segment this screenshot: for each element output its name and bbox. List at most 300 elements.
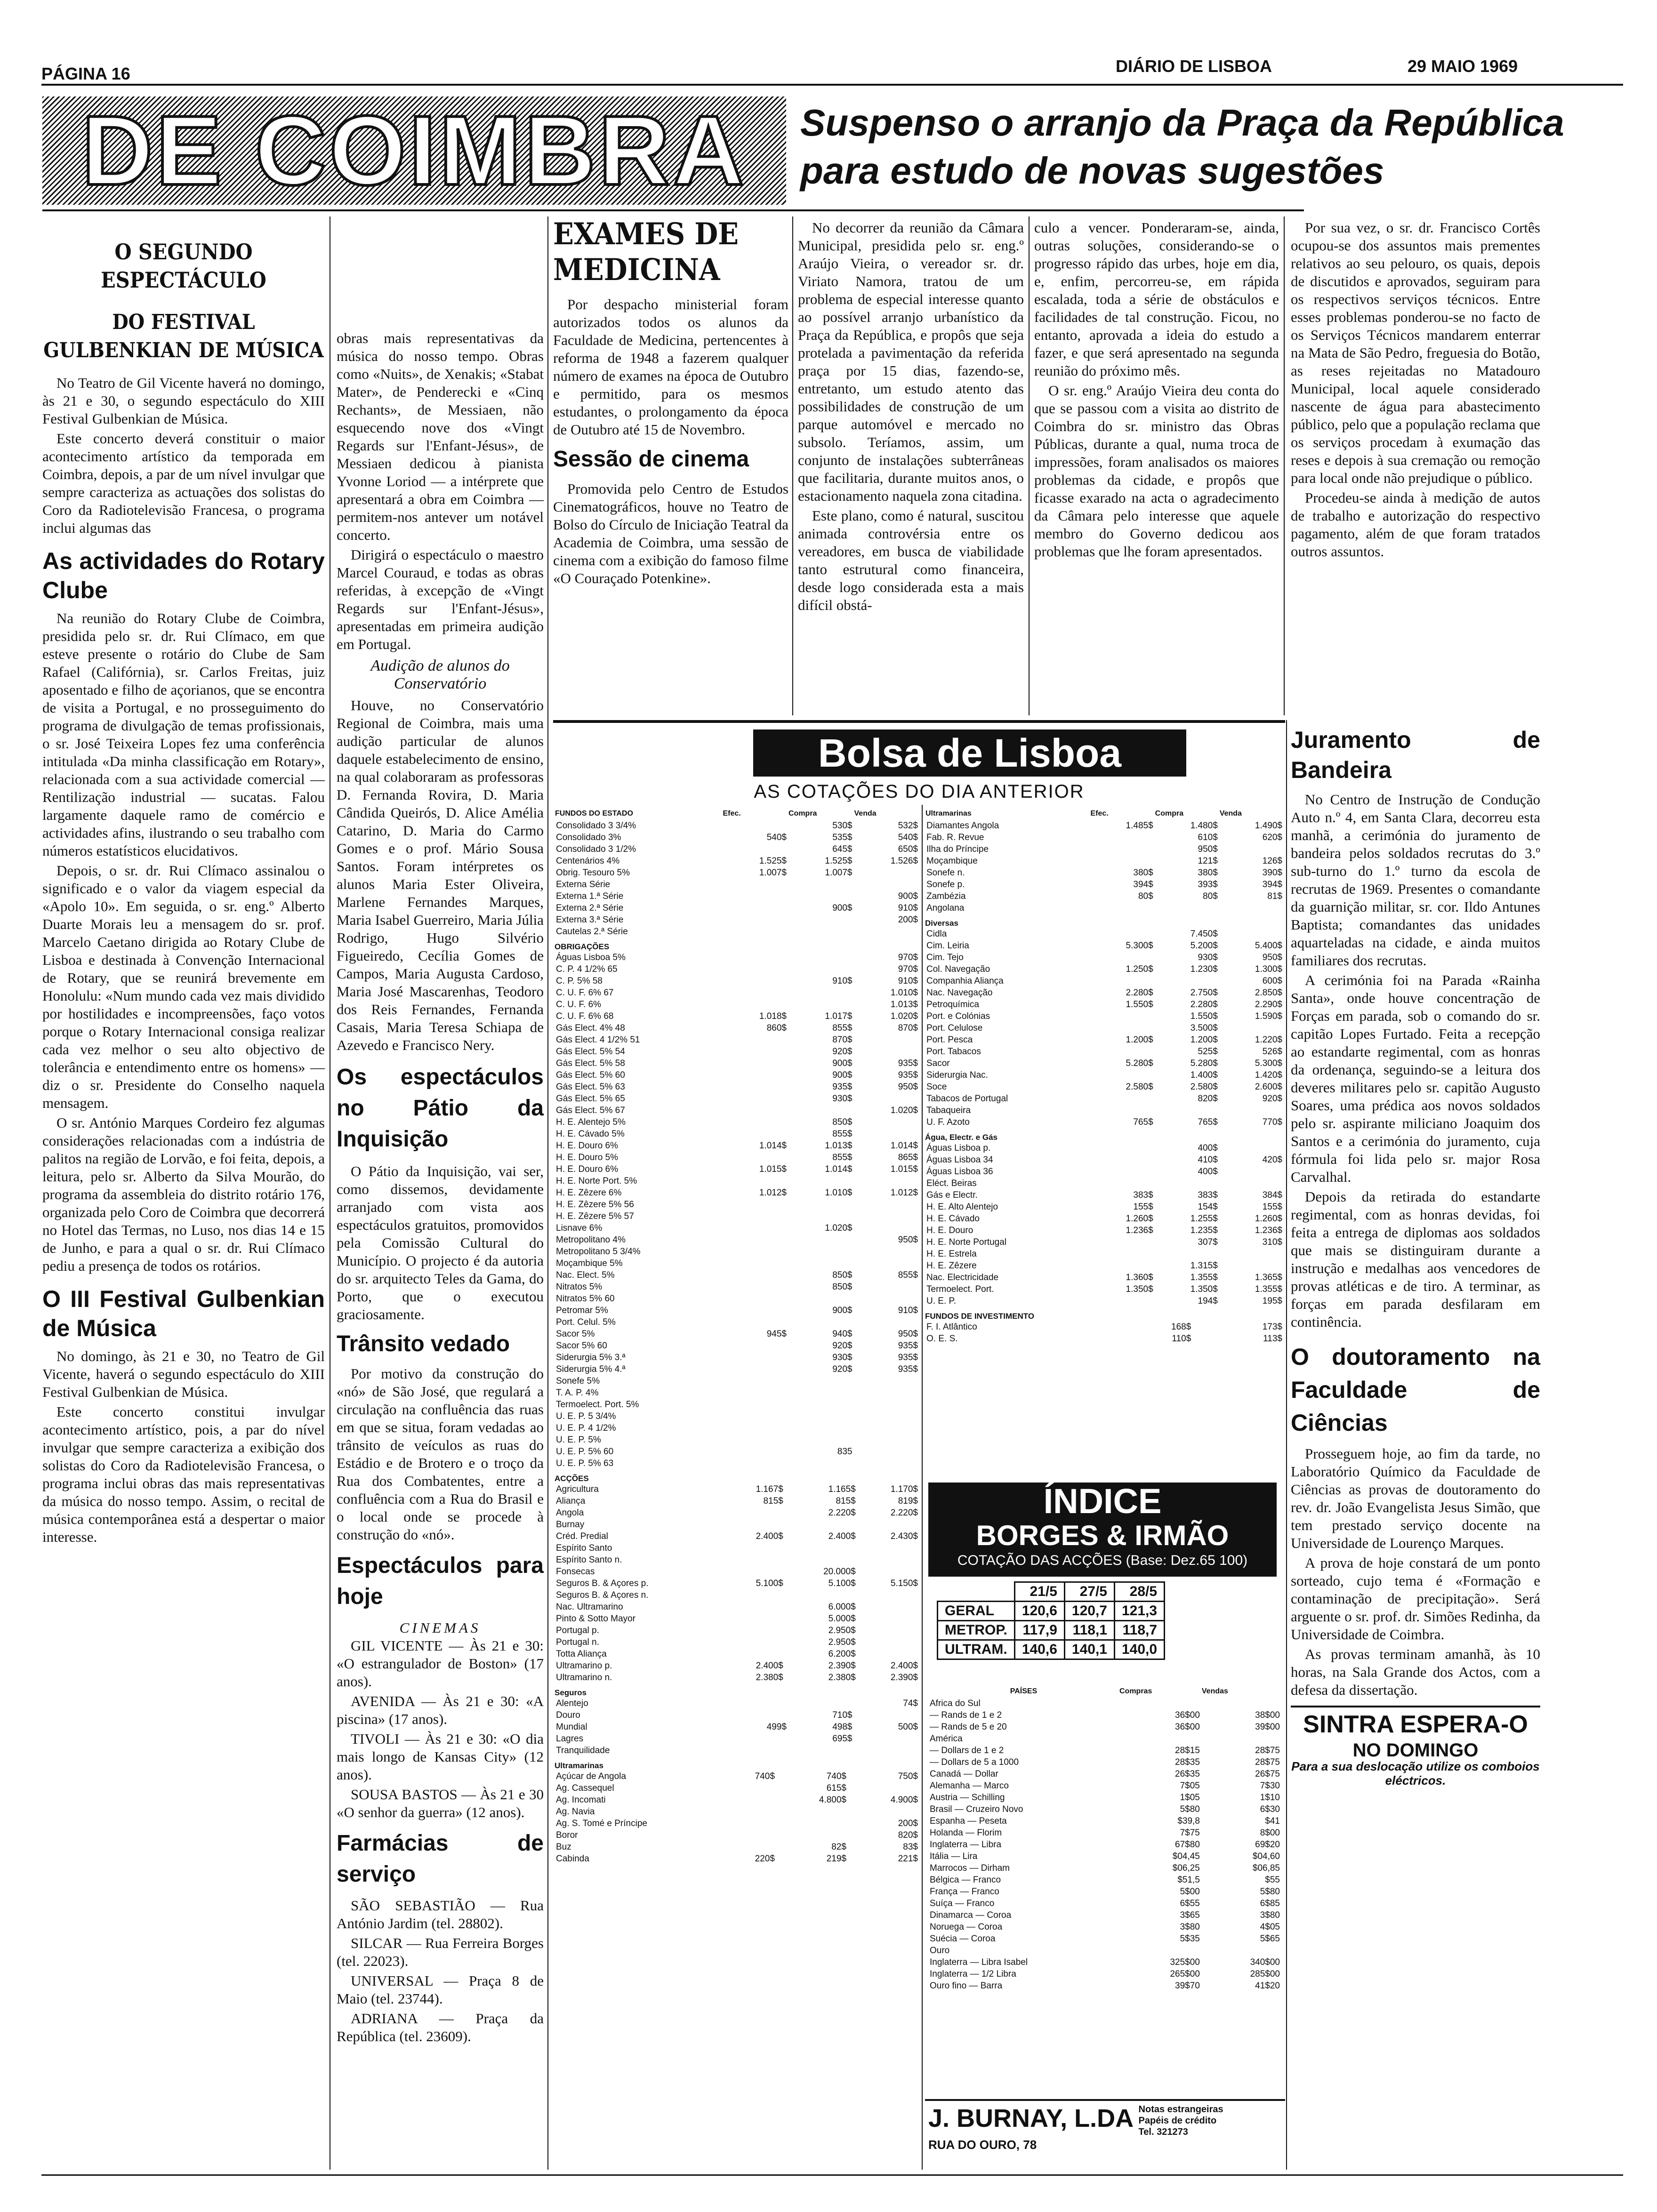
table-row xyxy=(555,1387,919,1399)
table-cell xyxy=(785,1519,857,1531)
table-cell xyxy=(723,1507,785,1519)
table-cell: Nitratos 5% xyxy=(556,1282,603,1292)
table-cell xyxy=(857,1542,919,1554)
table-cell xyxy=(854,1034,920,1046)
table-cell: Siderurgia 5% 3.ª xyxy=(556,1353,626,1362)
table-cell: 750$ xyxy=(898,1771,918,1781)
table-cell: 970$ xyxy=(898,953,918,962)
table-cell: 20.000$ xyxy=(823,1567,856,1577)
table-cell xyxy=(723,1305,788,1316)
table-row xyxy=(555,1578,919,1589)
table-cell: Siderurgia Nac. xyxy=(926,1070,988,1080)
burnay-taglines xyxy=(1139,2104,1223,2138)
table-cell: C. U. F. 6% 67 xyxy=(556,988,614,998)
paragraph: O sr. eng.º Araújo Vieira deu conta do que se passou com a visita ao distrito de Coimbra do sr. ministro das Obras Públicas, durante a qual, numa troca de impressões, foram analisados os maiores problemas da cidade, e propôs que ficasse exarado na acta o agradecimento da Câmara pelo interesse que aquele membro do Governo dedicou aos problemas que lhe foram apresentados. xyxy=(1034,382,1279,560)
table-cell xyxy=(788,1422,854,1434)
col-venda: Venda xyxy=(854,809,877,817)
table-cell: 28$75 xyxy=(1255,1757,1280,1767)
table-cell: 870$ xyxy=(832,1035,853,1045)
table-row xyxy=(555,1293,919,1305)
agua-heading: Água, Electr. e Gás xyxy=(925,1133,998,1142)
table-row xyxy=(555,902,919,914)
table-row xyxy=(555,1175,919,1187)
table-row xyxy=(928,1827,1281,1839)
table-cell: 28$35 xyxy=(1175,1757,1200,1767)
table-cell: Gás Elect. 5% 58 xyxy=(556,1058,625,1068)
table-cell: 6.200$ xyxy=(828,1649,856,1659)
column-divider xyxy=(547,216,548,2170)
table-cell xyxy=(723,1316,788,1328)
col-paises: PAÍSES xyxy=(1010,1687,1038,1695)
main-article-col-1 xyxy=(798,219,1024,616)
table-cell xyxy=(723,1745,788,1756)
table-cell: $39,8 xyxy=(1177,1816,1200,1826)
table-cell: 5$80 xyxy=(1180,1804,1200,1814)
table-row xyxy=(555,1589,919,1601)
table-cell: Nac. Electricidade xyxy=(926,1273,999,1282)
table-row xyxy=(925,902,1284,914)
bolsa-subtitle: AS COTAÇÕES DO DIA ANTERIOR xyxy=(754,781,1085,802)
table-cell: 5.100$ xyxy=(756,1579,783,1588)
table-cell xyxy=(788,1411,854,1422)
obrigacoes-table xyxy=(555,952,919,1469)
table-cell xyxy=(723,1152,788,1163)
cambios-section xyxy=(928,1685,1281,1992)
bolsa-right-table xyxy=(925,807,1284,1345)
article-heading-espectaculos: Espectáculos para hoje xyxy=(337,1553,544,1609)
table-row xyxy=(555,1093,919,1105)
paragraph: Este concerto deverá constituir o maior acontecimento artístico da temporada em Coimbra, depois, a par de um nível invulgar que sempre caracteriza as actuações dos solistas do Coro da Radiotelevisão Francesa, o programa inclui algumas das xyxy=(42,430,325,536)
table-cell xyxy=(723,1387,788,1399)
table-row xyxy=(925,1142,1284,1154)
table-cell: 650$ xyxy=(898,844,918,854)
paragraph: Depois da retirada do estandarte regimental, com as honras devidas, foi feita a entrega de diplomas aos soldados que mais se distinguiram durante a instrução e medalhas aos vencedores de provas atléticas e de tiro. A terminar, as forças em parada desfilaram em continência. xyxy=(1291,1188,1540,1330)
table-cell: 2.580$ xyxy=(1126,1082,1153,1092)
table-cell xyxy=(1090,855,1155,867)
table-cell: GERAL xyxy=(938,1602,1015,1621)
table-cell xyxy=(723,1399,788,1411)
table-row xyxy=(925,1201,1284,1213)
paragraph: Por motivo da construção do «nó» de São José, que regulará a circulação na confluência das ruas em que se situa, foram vedadas ao trânsito de veículos as ruas do Estádio e de Brotero e o troço da Rua dos Combatentes, entre a confluência com a Rua do Brasil e o local onde se procede à construção do «nó». xyxy=(337,1365,544,1543)
table-row xyxy=(555,963,919,975)
table-cell: 3.500$ xyxy=(1190,1023,1218,1033)
paragraph: No domingo, às 21 e 30, no Teatro de Gil Vicente, haverá o segundo espectáculo do XIII Festival Gulbenkian de Música. xyxy=(42,1348,325,1400)
table-cell: 1.525$ xyxy=(825,856,853,866)
article-heading-iii-festival: O III Festival Gulbenkian de Música xyxy=(42,1286,325,1341)
table-cell xyxy=(723,1340,788,1352)
table-cell: Nac. Navegação xyxy=(926,988,993,998)
table-cell: 1.250$ xyxy=(1126,964,1153,974)
table-row xyxy=(925,879,1284,890)
table-cell xyxy=(1090,1260,1155,1272)
table-cell xyxy=(1090,1178,1155,1189)
table-cell: Espírito Santo n. xyxy=(556,1555,622,1565)
pharmacy-listing: SILCAR — Rua Ferreira Borges (tel. 22023). xyxy=(337,1935,544,1969)
table-cell xyxy=(854,1093,920,1105)
table-cell xyxy=(723,1411,788,1422)
table-cell: H. E. Alentejo 5% xyxy=(556,1117,626,1127)
table-cell: 5$80 xyxy=(1260,1887,1280,1897)
column-divider xyxy=(1284,216,1285,715)
table-cell: Cabinda xyxy=(556,1854,589,1864)
table-cell: 41$20 xyxy=(1255,1981,1280,1991)
table-cell xyxy=(1155,1178,1219,1189)
table-cell: 5$00 xyxy=(1180,1887,1200,1897)
table-cell: 620$ xyxy=(1262,833,1282,842)
table-cell xyxy=(854,1293,920,1305)
table-cell: 920$ xyxy=(1262,1094,1282,1104)
burnay-tagline: Notas estrangeiras xyxy=(1138,2104,1223,2115)
table-cell: 5.200$ xyxy=(1190,941,1218,951)
table-cell: Africa do Sul xyxy=(930,1699,981,1708)
table-row xyxy=(555,1199,919,1210)
table-cell xyxy=(788,890,854,902)
table-cell xyxy=(854,926,920,938)
table-cell: 1.420$ xyxy=(1255,1070,1282,1080)
table-cell: 74$ xyxy=(903,1699,918,1708)
table-row xyxy=(925,1295,1284,1307)
table-row xyxy=(555,1794,919,1806)
table-cell: 173$ xyxy=(1262,1322,1282,1332)
table-cell: 920$ xyxy=(832,1047,853,1057)
table-cell: Nac. Elect. 5% xyxy=(556,1270,615,1280)
paragraph: As provas terminam amanhã, às 10 horas, na Sala Grande dos Actos, com a defesa da dissertação. xyxy=(1291,1646,1540,1698)
table-row xyxy=(555,843,919,855)
paragraph: No decorrer da reunião da Câmara Municipal, presidida pelo sr. eng.º Araújo Vieira, o vereador sr. dr. Viriato Namora, tratou de um problema de especial interesse quanto ao possível arranjo urbanístico da Praça da República, e propôs que seja protelada a pavimentação da referida praça por 15 dias, fazendo-se, entretanto, um estudo atento das possibilidades de construção de um parque automóvel e mercado no subsolo. Teríamos, assim, um conjunto de instalações subterrâneas que facilitaria, durante muitos anos, o estacionamento naquela zona citadina. xyxy=(798,219,1024,504)
table-row xyxy=(555,1422,919,1434)
table-cell: 6$85 xyxy=(1260,1899,1280,1908)
indice-box xyxy=(928,1483,1277,1577)
table-row xyxy=(555,1853,919,1865)
main-article-col-3 xyxy=(1291,219,1540,562)
table-cell: Ag. Cassequel xyxy=(556,1783,614,1793)
table-row xyxy=(925,1105,1284,1116)
table-cell: 855$ xyxy=(898,1270,918,1280)
table-cell xyxy=(788,1199,854,1210)
table-cell: Externa Série xyxy=(556,880,611,890)
table-cell: 1.526$ xyxy=(890,856,918,866)
table-cell: 265$00 xyxy=(1170,1969,1200,1979)
table-cell: 420$ xyxy=(1262,1155,1282,1165)
table-row xyxy=(555,1058,919,1069)
table-cell: 1.525$ xyxy=(759,856,787,866)
table-cell: $51,5 xyxy=(1177,1875,1200,1885)
table-row xyxy=(925,1069,1284,1081)
obrigacoes-heading: OBRIGAÇÕES xyxy=(555,942,610,951)
table-cell: 39$00 xyxy=(1255,1722,1280,1732)
table-cell: $06,25 xyxy=(1172,1863,1200,1873)
table-cell: Externa 3.ª Série xyxy=(556,915,624,925)
table-row xyxy=(555,1625,919,1636)
table-cell: 21/5 xyxy=(1014,1582,1064,1602)
table-cell: 340$00 xyxy=(1250,1957,1280,1967)
table-cell: 1.020$ xyxy=(890,1106,918,1115)
article-heading-juramento: Juramento de Bandeira xyxy=(1291,727,1540,783)
table-cell: Cautelas 2.ª Série xyxy=(556,927,628,937)
table-cell: Boror xyxy=(556,1830,578,1840)
table-row xyxy=(925,1189,1284,1201)
table-cell: Cidla xyxy=(926,929,947,939)
table-cell: Ouro fino — Barra xyxy=(930,1981,1003,1991)
table-row xyxy=(555,1721,919,1733)
table-row xyxy=(925,1093,1284,1105)
table-cell: 2.280$ xyxy=(1190,1000,1218,1010)
table-cell: 870$ xyxy=(898,1023,918,1033)
table-cell: 1.015$ xyxy=(890,1164,918,1174)
table-cell: 4.900$ xyxy=(890,1795,918,1805)
column-divider xyxy=(1029,216,1030,715)
table-cell xyxy=(788,1375,854,1387)
table-cell: 6$30 xyxy=(1260,1804,1280,1814)
pharmacy-listing: ADRIANA — Praça da República (tel. 23609). xyxy=(337,2010,544,2044)
table-cell: 498$ xyxy=(832,1722,853,1732)
table-cell: 2.430$ xyxy=(890,1531,918,1541)
table-cell xyxy=(854,1434,920,1446)
table-cell: H. E. Douro 6% xyxy=(556,1164,618,1174)
table-cell: 6$55 xyxy=(1180,1899,1200,1908)
table-cell: 36$00 xyxy=(1175,1722,1200,1732)
bolsa-left-table xyxy=(555,807,919,1865)
bolsa-top-rule xyxy=(553,720,1285,723)
table-cell xyxy=(854,1422,920,1434)
table-row xyxy=(928,1968,1281,1980)
table-cell: U. E. P. 4 1/2% xyxy=(556,1423,616,1433)
table-row xyxy=(555,1566,919,1578)
table-cell: América xyxy=(930,1734,963,1744)
table-cell: 168$ xyxy=(1171,1322,1191,1332)
table-cell xyxy=(723,1058,788,1069)
table-cell xyxy=(776,1818,848,1829)
table-cell xyxy=(1155,975,1219,987)
paragraph: Dirigirá o espectáculo o maestro Marcel Couraud, e todas as obras referidas, à excepção de «Vingt Regards sur l'Enfant-Jésus», apresentadas em primeira audição em Portugal. xyxy=(337,546,544,652)
paragraph: A cerimónia foi na Parada «Rainha Santa», onde houve concentração de Forças em parada, sob o comando do sr. capitão Lopes Furtado. Feita a recepção ao estandarte regimental, com as honras da ordenança, seguindo-se a leitura dos deveres militares pelo sr. capitão Augusto Soares, uma prédica aos novos soldados pelo sr. aspirante miliciano Joaquim dos Santos e a cerimónia do juramento, cuja fórmula foi lida pelo sr. major Rosa Carvalhal. xyxy=(1291,972,1540,1185)
table-cell xyxy=(723,843,788,855)
heading-line: O SEGUNDO ESPECTÁCULO xyxy=(101,239,266,293)
table-cell: 2.850$ xyxy=(1255,988,1282,998)
table-row xyxy=(555,1269,919,1281)
table-row xyxy=(555,1771,919,1782)
table-cell xyxy=(788,1745,854,1756)
table-cell: H. E. Estrela xyxy=(926,1249,977,1259)
table-cell: 2.280$ xyxy=(1126,988,1153,998)
table-cell xyxy=(723,902,788,914)
table-row xyxy=(925,1034,1284,1046)
col-compras: Compras xyxy=(1119,1687,1152,1695)
table-cell: 380$ xyxy=(1133,868,1153,878)
table-cell: 815$ xyxy=(836,1496,856,1506)
table-cell: 1$10 xyxy=(1260,1793,1280,1803)
table-cell xyxy=(723,1625,785,1636)
newspaper-name: DIÁRIO DE LISBOA xyxy=(1116,56,1272,76)
table-cell: 900$ xyxy=(898,891,918,901)
table-cell xyxy=(723,1375,788,1387)
table-cell: Águas Lisboa p. xyxy=(926,1143,991,1153)
table-cell xyxy=(723,1128,788,1140)
table-cell: 930$ xyxy=(832,1353,853,1362)
table-cell: 1.365$ xyxy=(1255,1273,1282,1282)
header-rule xyxy=(41,84,1623,86)
diversas-heading: Diversas xyxy=(925,919,958,928)
table-row xyxy=(555,1363,919,1375)
table-cell: 3$65 xyxy=(1180,1910,1200,1920)
table-cell: 1.550$ xyxy=(1190,1011,1218,1021)
table-cell: 910$ xyxy=(898,903,918,913)
column-2 xyxy=(337,329,544,2047)
ad-text: Para a sua deslocação utilize os comboios eléctricos. xyxy=(1291,1759,1540,1787)
table-row xyxy=(555,1531,919,1542)
table-cell: Gás Elect. 5% 65 xyxy=(556,1094,625,1104)
table-cell: 383$ xyxy=(1133,1190,1153,1200)
table-cell: 930$ xyxy=(832,1094,853,1104)
table-cell: U. F. Azoto xyxy=(926,1117,970,1127)
table-cell: H. E. Douro 6% xyxy=(556,1141,618,1151)
table-row xyxy=(555,1034,919,1046)
table-cell: Petroquímica xyxy=(926,1000,979,1010)
heading-line: DO FESTIVAL GULBENKIAN DE MÚSICA xyxy=(43,310,324,362)
table-cell: 1.235$ xyxy=(1190,1226,1218,1235)
table-cell: 140,1 xyxy=(1064,1640,1114,1659)
table-cell xyxy=(788,1698,854,1709)
table-row xyxy=(555,1806,919,1818)
table-cell: 121$ xyxy=(1198,856,1218,866)
table-cell xyxy=(854,1175,920,1187)
table-cell xyxy=(723,1601,785,1613)
table-cell xyxy=(854,1375,920,1387)
table-cell: 120,6 xyxy=(1014,1602,1064,1621)
table-cell xyxy=(788,1399,854,1411)
table-cell xyxy=(723,1698,788,1709)
table-cell: — Dollars de 1 e 2 xyxy=(930,1746,1004,1755)
table-row xyxy=(555,1081,919,1093)
table-row xyxy=(928,1792,1281,1803)
table-cell: 140,0 xyxy=(1114,1640,1164,1659)
table-cell: 695$ xyxy=(832,1734,853,1744)
table-cell: 1.007$ xyxy=(759,868,787,878)
table-cell xyxy=(848,1782,919,1794)
table-cell: 121,3 xyxy=(1114,1602,1164,1621)
table-cell xyxy=(788,963,854,975)
accoes-heading: ACÇÕES xyxy=(555,1474,589,1483)
table-cell: 499$ xyxy=(766,1722,787,1732)
table-cell: 900$ xyxy=(832,903,853,913)
table-cell xyxy=(848,1806,919,1818)
table-cell: Ag. Incomati xyxy=(556,1795,606,1805)
table-cell: 532$ xyxy=(898,821,918,831)
cinemas-label: CINEMAS xyxy=(399,1619,481,1636)
paragraph: O sr. António Marques Cordeiro fez algumas considerações relacionadas com a indústria de palitos na região de Lorvão, e foi feita, depois, a leitura, pelo sr. Alberto da Silva Mourão, do programa da assembleia do distrito rotário 176, organizada pelo Coro de Coimbra que decorrerá no Hotel das Termas, no Luso, nos dias 14 e 15 de Junho, e para a qual o sr. dr. Rui Clímaco pediu a presença de todos os rotários. xyxy=(42,1114,325,1274)
table-row xyxy=(555,952,919,963)
table-cell: Suécia — Coroa xyxy=(930,1934,996,1944)
table-cell: 935$ xyxy=(898,1070,918,1080)
table-cell: 645$ xyxy=(832,844,853,854)
table-cell: Inglaterra — 1/2 Libra xyxy=(930,1969,1016,1979)
table-cell: Águas Lisboa 34 xyxy=(926,1155,993,1165)
table-cell xyxy=(723,820,788,832)
table-row xyxy=(925,832,1284,843)
paragraph: Na reunião do Rotary Clube de Coimbra, presidida pelo sr. dr. Rui Clímaco, em que esteve presente o rotário do Clube de Sam Rafael (Califórnia), sr. Carlos Freitas, juiz aposentado e filho de açorianos, que se encontra de visita a Portugal, e no prosseguimento do programa de divulgação de temas profissionais, o sr. José Teixeira Lopes fez uma conferência intitulada «Da minha classificação em Rotary», relacionada com a sua actividade comercial — Rentilização industrial — sucatas. Falou largamente daquele ramo de comércio e actividades afins, ilustrando o seu trabalho com números estatísticos elucidativos. xyxy=(42,610,325,859)
table-cell: 1.010$ xyxy=(890,988,918,998)
burnay-name: J. BURNAY, L.DA xyxy=(928,2104,1134,2132)
ad-subtitle: NO DOMINGO xyxy=(1352,1740,1479,1761)
ultramarinas-right-table xyxy=(925,807,1284,914)
table-cell xyxy=(788,952,854,963)
table-cell: 126$ xyxy=(1262,856,1282,866)
table-cell xyxy=(1219,1248,1284,1260)
table-cell: 400$ xyxy=(1198,1167,1218,1177)
table-cell: 526$ xyxy=(1262,1047,1282,1057)
table-cell: Águas Lisboa 36 xyxy=(926,1167,993,1177)
table-row xyxy=(925,1166,1284,1178)
table-cell: 117,9 xyxy=(1014,1621,1064,1640)
table-row xyxy=(555,1246,919,1258)
table-cell: Pinto & Sotto Mayor xyxy=(556,1614,635,1624)
table-row xyxy=(555,820,919,832)
table-cell: Fonsecas xyxy=(556,1567,595,1577)
table-cell: 1.167$ xyxy=(756,1484,783,1494)
table-cell xyxy=(1219,843,1284,855)
table-cell xyxy=(1090,1321,1102,1333)
table-cell: $04,60 xyxy=(1252,1851,1280,1861)
table-row xyxy=(555,1458,919,1469)
table-cell: Angola xyxy=(556,1508,584,1518)
table-cell: 1.236$ xyxy=(1126,1226,1153,1235)
table-cell xyxy=(723,1069,788,1081)
table-cell: 600$ xyxy=(1262,976,1282,986)
table-cell: 740$ xyxy=(755,1771,775,1781)
table-cell: Nac. Ultramarino xyxy=(556,1602,623,1612)
paragraph: Este plano, como é natural, suscitou animada controvérsia entre os vereadores, em busca de viabilidade tanto estrutural como financeira, desde logo considerada esta a mais difícil obstá- xyxy=(798,507,1024,613)
table-cell xyxy=(723,890,788,902)
table-cell xyxy=(723,1116,788,1128)
table-row xyxy=(928,1815,1281,1827)
table-cell xyxy=(723,1782,776,1794)
table-cell: 154$ xyxy=(1198,1202,1218,1212)
table-cell xyxy=(785,1589,857,1601)
table-row xyxy=(928,1721,1281,1733)
table-cell: Canadá — Dollar xyxy=(930,1769,998,1779)
table-cell xyxy=(854,1458,920,1469)
table-cell: 1.170$ xyxy=(890,1484,918,1494)
table-cell xyxy=(723,1352,788,1363)
burnay-ad xyxy=(928,2104,1281,2152)
cinema-listing: GIL VICENTE — Às 21 e 30: «O estrangulador de Boston» (17 anos). xyxy=(337,1637,544,1690)
table-cell: 28$75 xyxy=(1255,1746,1280,1755)
table-cell: Inglaterra — Libra xyxy=(930,1840,1002,1850)
table-cell: 525$ xyxy=(1198,1047,1218,1057)
table-cell xyxy=(723,1234,788,1246)
table-row xyxy=(925,928,1284,940)
table-cell xyxy=(723,1806,776,1818)
table-cell: 935$ xyxy=(898,1364,918,1374)
pharmacy-listing: UNIVERSAL — Praça 8 de Maio (tel. 23744). xyxy=(337,1972,544,2007)
table-cell: 28$15 xyxy=(1175,1746,1200,1755)
table-cell: 6.000$ xyxy=(828,1602,856,1612)
table-row xyxy=(938,1621,1165,1640)
table-cell xyxy=(785,1542,857,1554)
table-cell xyxy=(723,975,788,987)
table-cell: 935$ xyxy=(898,1341,918,1351)
table-cell xyxy=(788,1246,854,1258)
table-row xyxy=(925,1248,1284,1260)
table-cell: 2.380$ xyxy=(828,1673,856,1683)
table-row xyxy=(928,1851,1281,1862)
table-row xyxy=(925,1225,1284,1236)
table-cell xyxy=(857,1636,919,1648)
table-cell: 7$30 xyxy=(1260,1781,1280,1791)
table-row xyxy=(928,1874,1281,1886)
table-cell: Sonefe p. xyxy=(926,880,965,890)
table-row xyxy=(928,1909,1281,1921)
